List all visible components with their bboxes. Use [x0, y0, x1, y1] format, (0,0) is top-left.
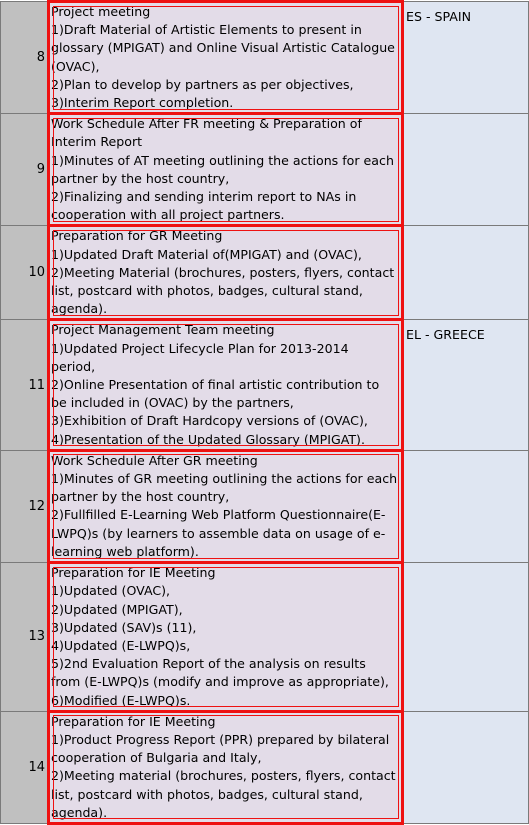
- table-row: [1, 450, 529, 562]
- table-row: [1, 711, 529, 823]
- activity-item: LWPQ)s (by learners to assemble data on usage of e-: [51, 525, 386, 541]
- activity-item: list, postcard with photos, badges, cultural stand,: [51, 786, 363, 802]
- activity-item: 1)Updated Draft Material of(MPIGAT) and (OVAC),: [51, 246, 362, 262]
- activity-title: Project Management Team meeting: [51, 322, 275, 338]
- row-number: 12: [1, 450, 49, 562]
- host-country-cell: EL - GREECE: [403, 320, 529, 450]
- activity-item: 1)Updated Project Lifecycle Plan for 2013-2014: [51, 340, 349, 356]
- activity-description-cell: [49, 450, 403, 562]
- activity-description-cell: [49, 2, 403, 114]
- activity-item: 1)Minutes of GR meeting outlining the actions for each: [51, 471, 398, 487]
- activity-item: 2)Finalizing and sending interim report to NAs in: [51, 189, 357, 205]
- activity-title: Preparation for GR Meeting: [51, 228, 223, 244]
- activity-item: from (E-LWPQ)s (modify and improve as appropriate),: [51, 674, 389, 690]
- activity-item: 2)Meeting Material (brochures, posters, flyers, contact: [51, 264, 395, 280]
- activity-item: 2)Online Presentation of final artistic contribution to: [51, 377, 380, 393]
- table-row: [1, 114, 529, 226]
- activity-item: 1)Minutes of AT meeting outlining the actions for each: [51, 152, 394, 168]
- activity-item: learning web platform).: [51, 543, 199, 559]
- activity-item: 1)Updated (OVAC),: [51, 583, 171, 599]
- activity-description-cell: [49, 711, 403, 823]
- activity-item: 3)Updated (SAV)s (11),: [51, 619, 197, 635]
- activity-item: cooperation of Bulgaria and Italy,: [51, 750, 262, 766]
- activity-item: cooperation with all project partners.: [51, 207, 285, 223]
- row-number: 9: [1, 114, 49, 226]
- activity-title: Work Schedule After FR meeting & Preparation of: [51, 116, 362, 132]
- activity-item: 6)Modified (E-LWPQ)s.: [51, 692, 191, 708]
- activity-description-cell: [49, 114, 403, 226]
- row-number: 10: [1, 226, 49, 320]
- schedule-table-body: [1, 2, 529, 824]
- activity-item: 4)Presentation of the Updated Glossary (MPIGAT).: [51, 431, 365, 447]
- activity-description-cell: [49, 320, 403, 450]
- table-row: [1, 2, 529, 114]
- activity-item: 1)Draft Material of Artistic Elements to present in: [51, 22, 362, 38]
- activity-item: be included in (OVAC) by the partners,: [51, 395, 294, 411]
- row-number: 13: [1, 563, 49, 712]
- host-country-cell: ES - SPAIN: [403, 2, 529, 114]
- table-row: [1, 320, 529, 450]
- host-country-cell: [403, 711, 529, 823]
- activity-item: 5)2nd Evaluation Report of the analysis on results: [51, 656, 366, 672]
- activity-item: list, postcard with photos, badges, cultural stand,: [51, 283, 363, 299]
- activity-item: 2)Updated (MPIGAT),: [51, 601, 183, 617]
- activity-title: Work Schedule After GR meeting: [51, 452, 258, 468]
- activity-item: agenda).: [51, 804, 108, 820]
- host-country-cell: [403, 450, 529, 562]
- activity-item: period,: [51, 358, 96, 374]
- activity-item: partner by the host country,: [51, 170, 230, 186]
- activity-item: 4)Updated (E-LWPQ)s,: [51, 637, 191, 653]
- activity-item: 3)Exhibition of Draft Hardcopy versions of (OVAC),: [51, 413, 368, 429]
- activity-item: agenda).: [51, 301, 108, 317]
- activity-item: partner by the host country,: [51, 489, 230, 505]
- activity-item: 3)Interim Report completion.: [51, 95, 234, 111]
- activity-item: 2)Plan to develop by partners as per objectives,: [51, 76, 354, 92]
- activity-item: 1)Product Progress Report (PPR) prepared by bilateral: [51, 731, 390, 747]
- row-number: 14: [1, 711, 49, 823]
- activity-item: 2)Meeting material (brochures, posters, flyers, contact: [51, 768, 396, 784]
- host-country-cell: [403, 226, 529, 320]
- activity-description-cell: [49, 563, 403, 712]
- activity-title: Preparation for IE Meeting: [51, 565, 216, 581]
- activity-title: Project meeting: [51, 4, 151, 19]
- table-row: [1, 226, 529, 320]
- host-country-cell: [403, 563, 529, 712]
- table-row: [1, 563, 529, 712]
- row-number: 11: [1, 320, 49, 450]
- activity-item: Interim Report: [51, 134, 143, 150]
- host-country-cell: [403, 114, 529, 226]
- activity-item: 2)Fullfilled E-Learning Web Platform Questionnaire(E-: [51, 507, 386, 523]
- activity-title: Preparation for IE Meeting: [51, 713, 216, 729]
- activity-description-cell: [49, 226, 403, 320]
- row-number: 8: [1, 2, 49, 114]
- activity-item: glossary (MPIGAT) and Online Visual Artistic Catalogue: [51, 40, 395, 56]
- activity-item: (OVAC),: [51, 58, 100, 74]
